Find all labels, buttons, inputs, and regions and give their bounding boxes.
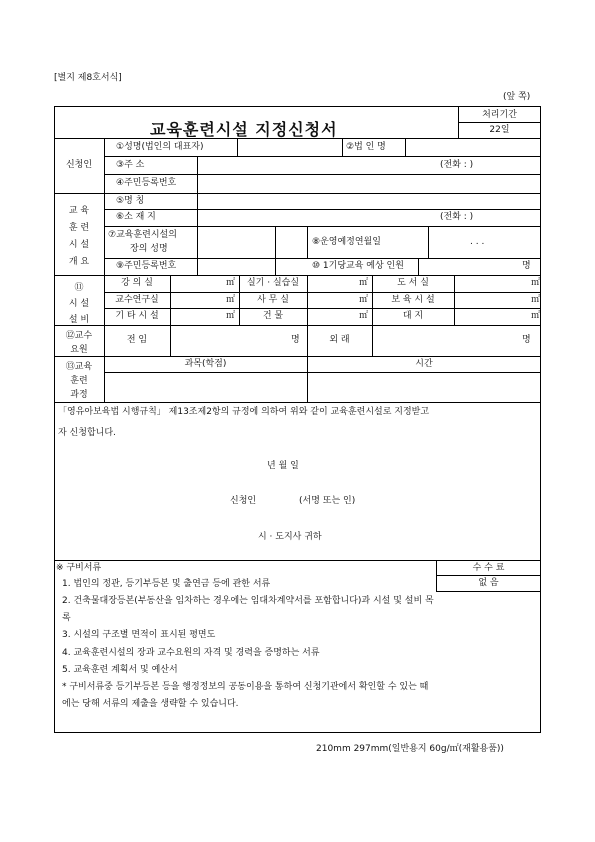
applicant-section-label: 신청인 bbox=[65, 160, 93, 170]
signer-label: 신청인 bbox=[230, 496, 257, 506]
document-item: 5. 교육훈련 계획서 및 예산서 bbox=[62, 665, 178, 675]
area-unit: ㎡ bbox=[226, 295, 236, 305]
document-item: 2. 건축물대장등본(부동산을 임차하는 경우에는 임대차계약서를 포함합니다)과 시설 및 설비 목 bbox=[62, 596, 434, 606]
external-unit: 명 bbox=[522, 335, 531, 345]
courses-section-label: ⑬교육 훈련 과정 bbox=[65, 362, 93, 400]
faculty-room-label: 교수연구실 bbox=[115, 295, 159, 305]
facility-head-label-2: 장의 성명 bbox=[130, 244, 168, 254]
practice-room-label: 실기 · 실습실 bbox=[246, 278, 300, 288]
applicant-phone-label: (전화 : ) bbox=[440, 160, 474, 170]
facility-name-label: ⑤명 칭 bbox=[116, 196, 145, 206]
open-date-value: . . . bbox=[470, 237, 485, 247]
capacity-unit: 명 bbox=[522, 261, 531, 271]
document-item: 3. 시설의 구조별 면적이 표시된 평면도 bbox=[62, 630, 216, 640]
fee-label: 수 수 료 bbox=[472, 563, 505, 573]
facility-reg-no-label: ⑨주민등록번호 bbox=[116, 261, 177, 271]
addressee: 시 · 도지사 귀하 bbox=[258, 532, 322, 542]
form-title: 교육훈련시설 지정신청서 bbox=[150, 120, 338, 139]
document-note: * 구비서류중 등기부등본 등을 행정정보의 공동이용을 통하여 신청기관에서 확인할 수 있는 때 bbox=[62, 682, 429, 692]
office-label: 사 무 실 bbox=[257, 295, 289, 305]
statement-line-1: 「영유아보육법 시행규칙」 제13조제2항의 규정에 의하여 위와 같이 교육훈련시설로 지정받고 bbox=[58, 407, 430, 417]
document-item: 1. 법인의 정관, 등기부등본 및 출연금 등에 관한 서류 bbox=[62, 579, 271, 589]
area-unit: ㎡ bbox=[531, 278, 541, 288]
form-number: [별지 제8호서식] bbox=[54, 73, 122, 83]
land-label: 대 지 bbox=[402, 311, 424, 321]
applicant-address-label: ③주 소 bbox=[116, 160, 145, 170]
open-date-label: ⑧운영예정연월일 bbox=[312, 237, 381, 247]
document-note: 에는 당해 서류의 제출을 생략할 수 있습니다. bbox=[62, 699, 239, 709]
paper-spec: 210mm 297mm(일반용지 60g/㎡(재활용품)) bbox=[316, 744, 504, 754]
library-label: 도 서 실 bbox=[397, 278, 429, 288]
applicant-name-label: ①성명(법인의 대표자) bbox=[116, 142, 204, 152]
area-unit: ㎡ bbox=[359, 295, 369, 305]
area-unit: ㎡ bbox=[531, 295, 541, 305]
area-unit: ㎡ bbox=[226, 278, 236, 288]
facility-section-label: 교 육 훈 련 시 설 개 요 bbox=[68, 206, 90, 267]
facility-head-label: ⑦교육훈련시설의 bbox=[108, 230, 177, 240]
fulltime-unit: 명 bbox=[291, 335, 300, 345]
fulltime-label: 전 임 bbox=[126, 335, 148, 345]
document-item: 4. 교육훈련시설의 장과 교수요원의 자격 및 경력을 증명하는 서류 bbox=[62, 648, 320, 658]
other-facility-label: 기 타 시 설 bbox=[115, 311, 159, 321]
capacity-label: ⑩ 1기당교육 예상 인원 bbox=[312, 261, 404, 271]
corporation-name-label: ②법 인 명 bbox=[346, 142, 386, 152]
subject-header: 과목(학점) bbox=[184, 359, 227, 369]
processing-label: 처리기간 bbox=[482, 110, 517, 120]
equipment-section-label: ⑪ 시 설 설 비 bbox=[68, 283, 90, 325]
facility-phone-label: (전화 : ) bbox=[440, 212, 474, 222]
required-documents-title: ※ 구비서류 bbox=[56, 563, 102, 573]
area-unit: ㎡ bbox=[531, 311, 541, 321]
document-item: 록 bbox=[62, 613, 71, 623]
staff-section-label: ⑫교수 요원 bbox=[65, 331, 93, 355]
fee-value: 없 음 bbox=[478, 578, 499, 588]
building-label: 건 물 bbox=[262, 311, 284, 321]
area-unit: ㎡ bbox=[359, 311, 369, 321]
area-unit: ㎡ bbox=[359, 278, 369, 288]
hours-header: 시간 bbox=[415, 359, 433, 369]
facility-location-label: ⑥소 재 지 bbox=[116, 212, 156, 222]
processing-value: 22일 bbox=[489, 125, 510, 135]
signature-field: (서명 또는 인) bbox=[299, 496, 356, 506]
external-label: 외 래 bbox=[329, 335, 350, 345]
page-side: (앞 쪽) bbox=[503, 92, 531, 102]
application-date: 년 월 일 bbox=[267, 461, 299, 471]
statement-line-2: 자 신청합니다. bbox=[58, 428, 116, 438]
lecture-room-label: 강 의 실 bbox=[121, 278, 153, 288]
applicant-reg-no-label: ④주민등록번호 bbox=[116, 178, 177, 188]
childcare-facility-label: 보 육 시 설 bbox=[391, 295, 435, 305]
area-unit: ㎡ bbox=[226, 311, 236, 321]
